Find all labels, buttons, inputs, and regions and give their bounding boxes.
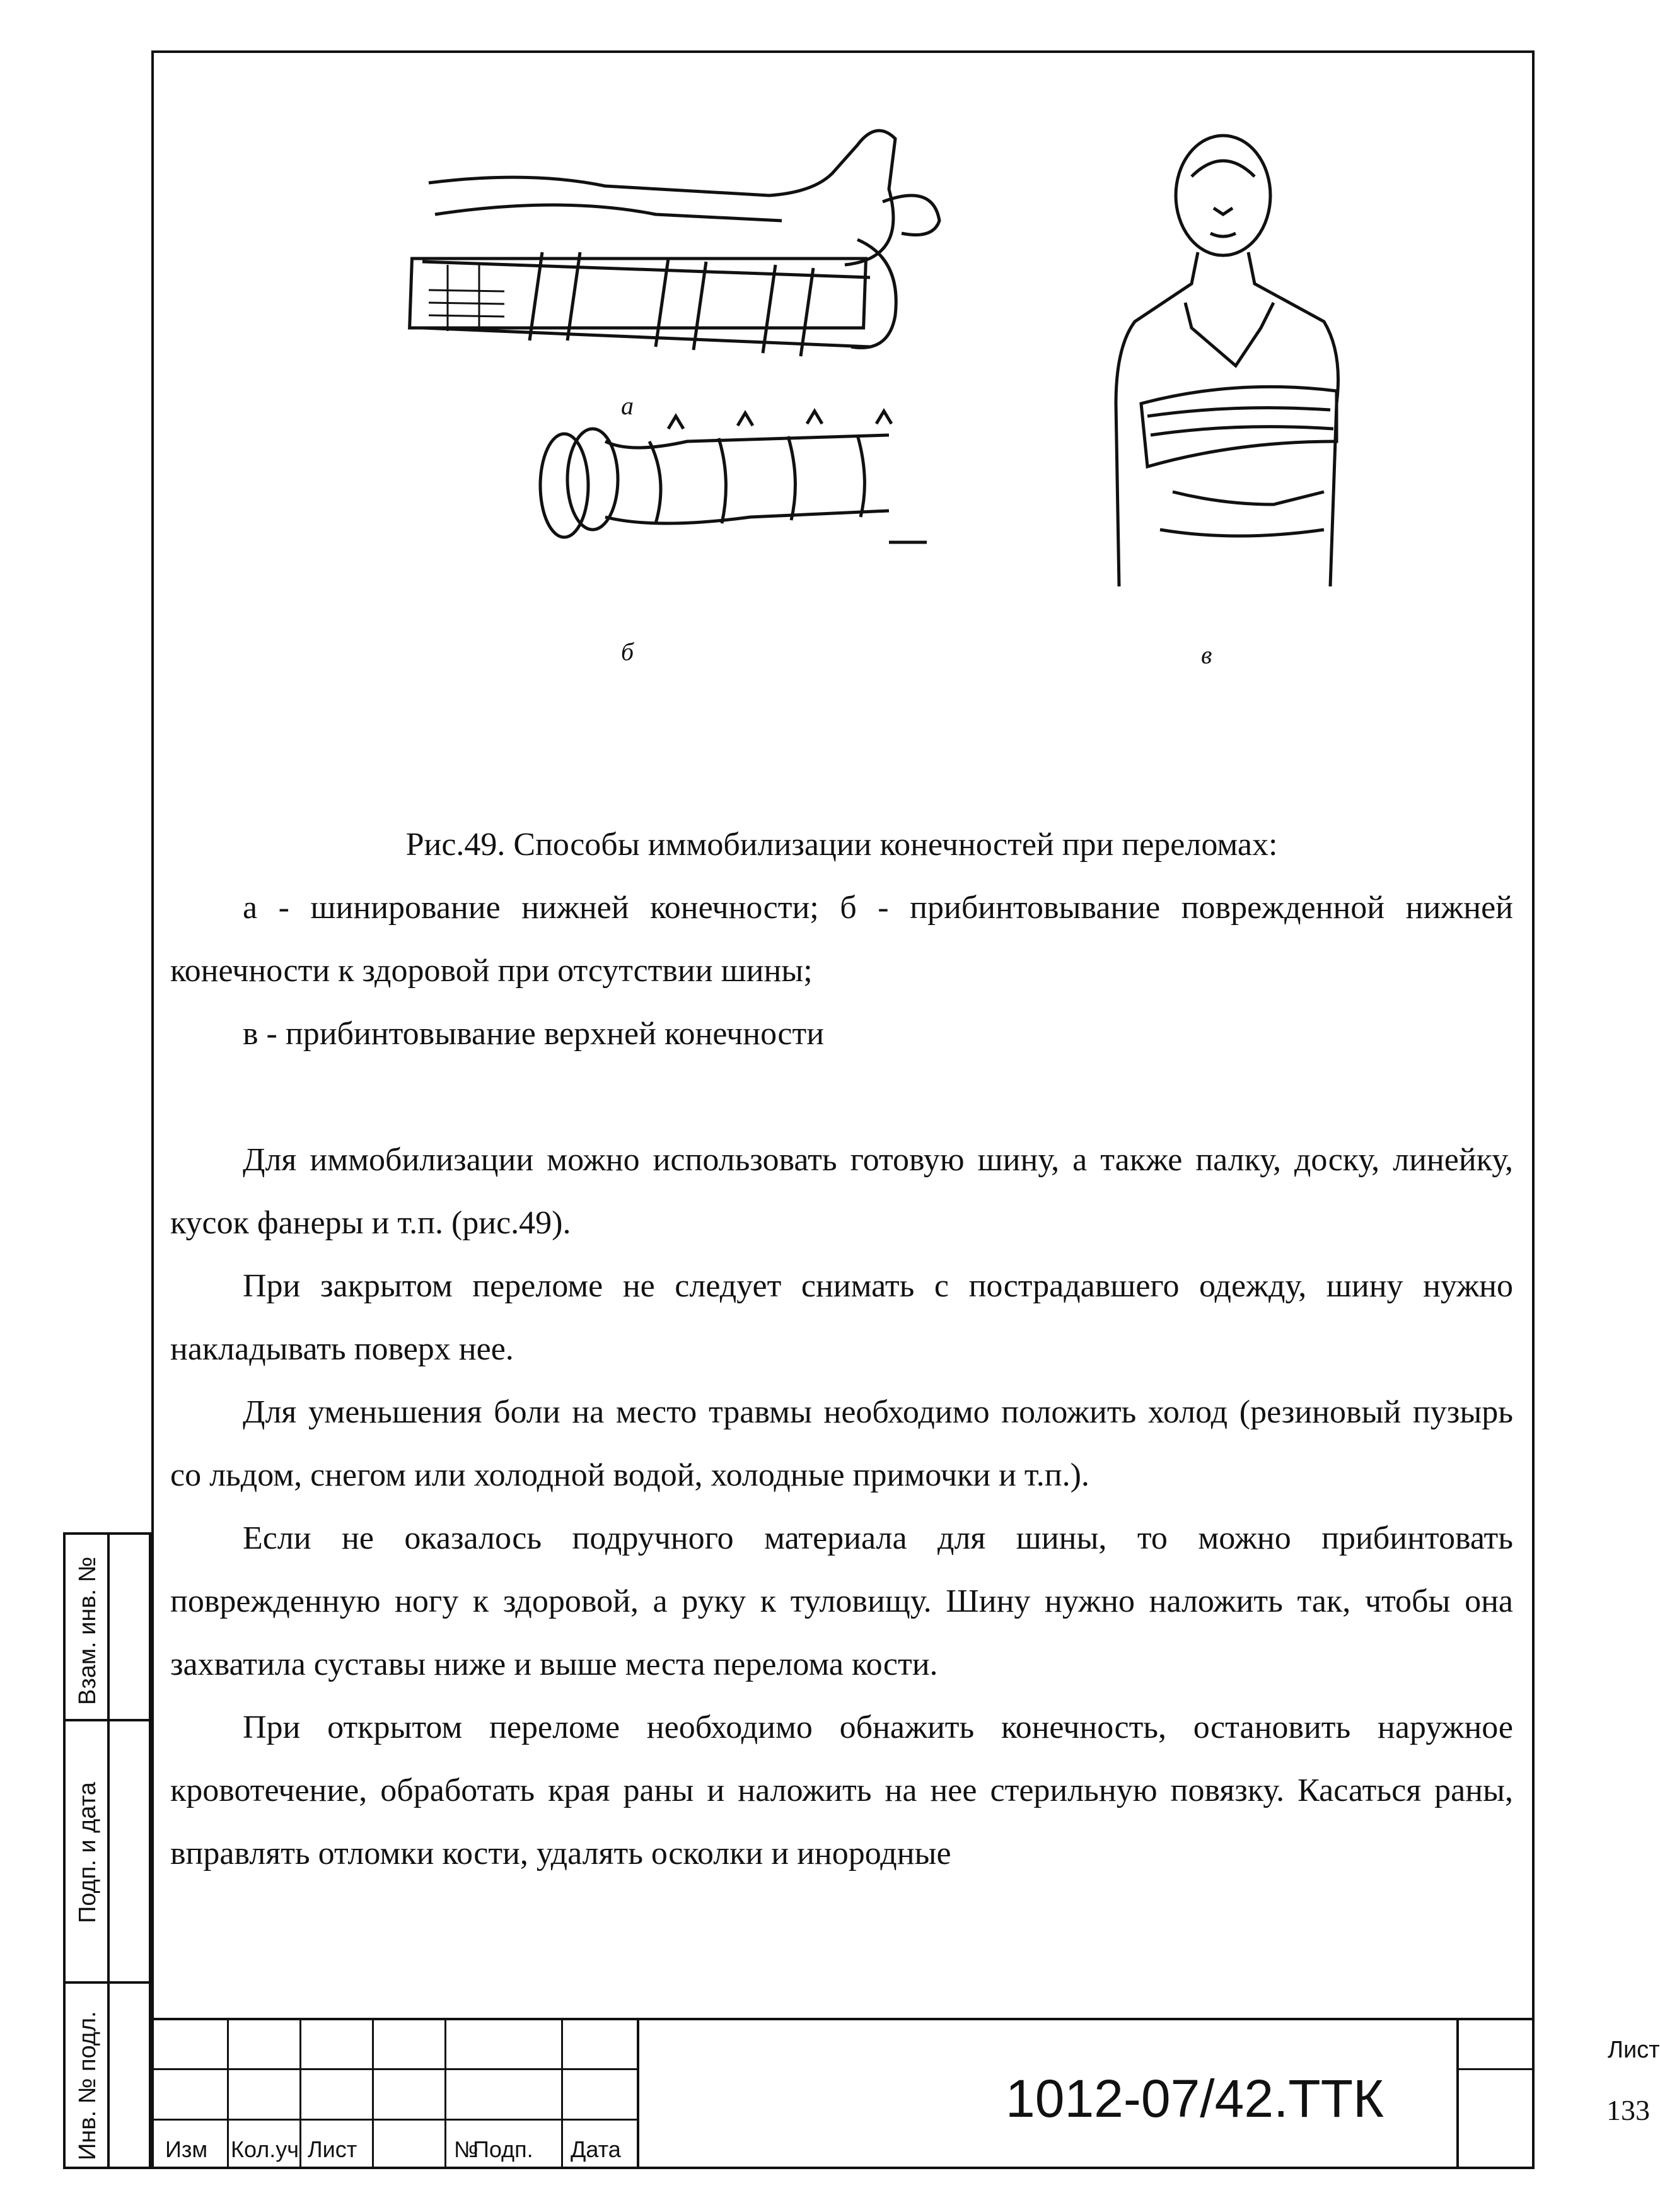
sheet-number: 133 bbox=[1606, 2094, 1650, 2126]
title-block bbox=[151, 2018, 1660, 2169]
stamp-cell-podp bbox=[63, 1719, 151, 1984]
paragraph: Если не оказалось подручного материала для шины, то можно прибинтовать поврежденную ногу к здоровой, а руку к туловищу. Шину нужно наложить так, чтобы она захватила суставы ниже и выше места перелома кости. bbox=[170, 1520, 1513, 1682]
title-block-header-data: Дата bbox=[571, 2136, 621, 2162]
illustration-leg-splint bbox=[410, 131, 939, 356]
title-block-header-kol: Кол.уч bbox=[231, 2136, 299, 2162]
title-block-header-list: Лист bbox=[308, 2136, 357, 2162]
body-text bbox=[170, 1129, 1513, 1885]
stamp-strip bbox=[63, 1532, 151, 2169]
figure-caption-line1: а - шинирование нижней конечности; б - прибинтовывание поврежденной нижней конечности к здоровой при отсутствии шины; bbox=[170, 890, 1513, 989]
paragraph: При закрытом переломе не следует снимать с пострадавшего одежду, шину нужно накладывать поверх нее. bbox=[170, 1268, 1513, 1367]
figure-label-a: а bbox=[621, 392, 634, 420]
figure-49 bbox=[151, 50, 1535, 719]
title-block-header-izm: Изм bbox=[165, 2136, 208, 2162]
stamp-cell-inv bbox=[63, 1981, 151, 2169]
figure-label-v: в bbox=[1201, 641, 1212, 669]
sheet-label: Лист bbox=[1608, 2037, 1660, 2063]
figure-label-b: б bbox=[621, 637, 634, 666]
illustration-legs-bandaged bbox=[540, 411, 927, 542]
title-block-header-num: № bbox=[454, 2136, 479, 2162]
stamp-label-vzam: Взам. инв. № bbox=[74, 1556, 101, 1705]
document-code: 1012-07/42.ТТК bbox=[1006, 2069, 1384, 2128]
figure-caption-line2: в - прибинтовывание верхней конечности bbox=[243, 1016, 825, 1052]
figure-caption-title: Рис.49. Способы иммобилизации конечностей при переломах: bbox=[405, 827, 1278, 863]
figure-illustrations bbox=[151, 50, 1535, 719]
title-block-header-podp: Подп. bbox=[473, 2136, 533, 2162]
stamp-cell-vzam bbox=[63, 1532, 151, 1721]
illustration-arm-bandaged bbox=[1116, 136, 1338, 586]
stamp-label-inv: Инв. № подл. bbox=[74, 2011, 101, 2160]
paragraph: Для иммобилизации можно использовать готовую шину, а также палку, доску, линейку, кусок фанеры и т.п. (рис.49). bbox=[170, 1142, 1513, 1241]
paragraph: Для уменьшения боли на место травмы необходимо положить холод (резиновый пузырь со льдом, снегом или холодной водой, холодные примочки и т.п.). bbox=[170, 1394, 1513, 1493]
paragraph: При открытом переломе необходимо обнажить конечность, остановить наружное кровотечение, обработать края раны и наложить на нее стерильную повязку. Касаться раны, вправлять отломки кости, удалять осколки и инородные bbox=[170, 1709, 1513, 1871]
stamp-label-podp: Подп. и дата bbox=[74, 1782, 101, 1923]
